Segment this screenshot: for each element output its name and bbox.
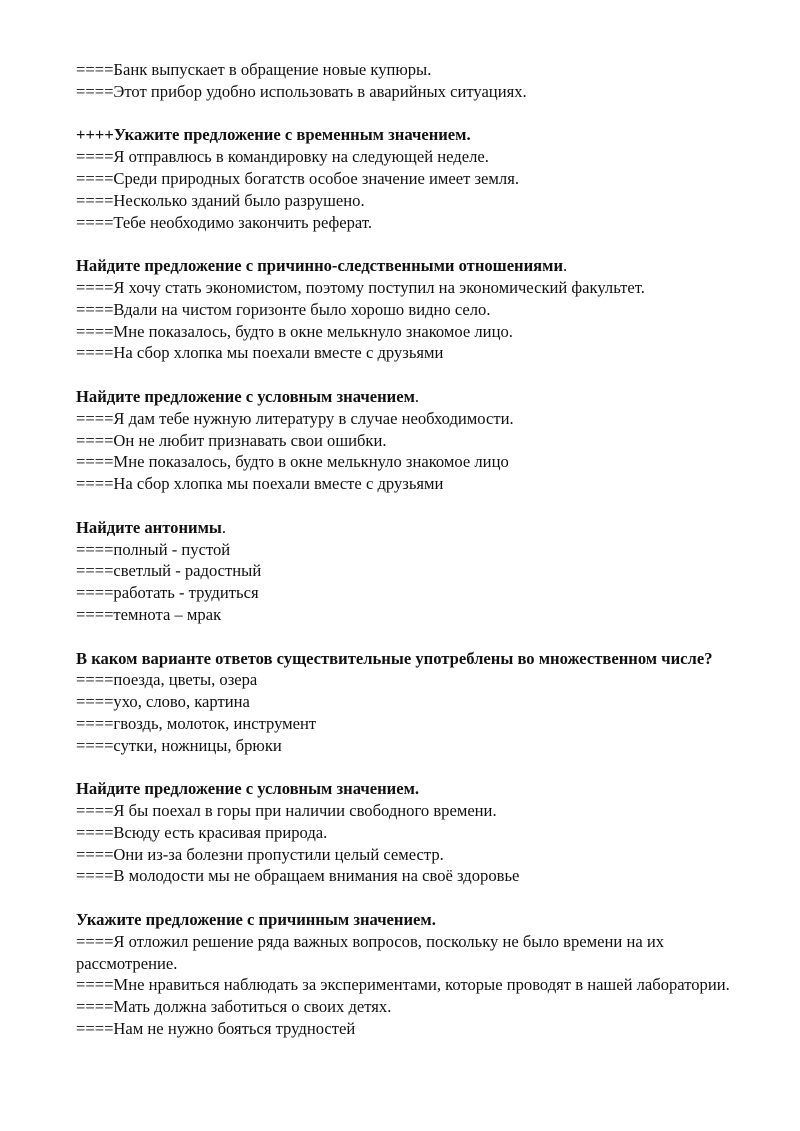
answer-option: ====Они из-за болезни пропустили целый семестр. bbox=[76, 844, 444, 864]
answer-option: ====Банк выпускает в обращение новые купюры. bbox=[76, 60, 432, 79]
question-heading bbox=[76, 909, 746, 931]
question-block-4 bbox=[76, 517, 746, 626]
answer-option: ====На сбор хлопка мы поехали вместе с друзьями bbox=[76, 474, 444, 494]
answer-option: ====Тебе необходимо закончить реферат. bbox=[76, 212, 373, 232]
answer-option: ====полный - пустой bbox=[76, 539, 231, 559]
question-text: Найдите предложение с условным значением bbox=[76, 386, 415, 406]
answer-option: ====поезда, цветы, озера bbox=[76, 670, 258, 690]
answer-option: ====Он не любит признавать свои ошибки. bbox=[76, 430, 387, 450]
question-heading bbox=[76, 255, 746, 277]
question-block-1 bbox=[76, 124, 746, 233]
question-tail: . bbox=[563, 256, 568, 276]
question-tail: . bbox=[414, 386, 420, 406]
question-block-0 bbox=[76, 59, 746, 103]
answer-option: ====Я отложил решение ряда важных вопросов, поскольку не было времени на их рассмотрение. bbox=[76, 931, 665, 973]
answer-option: ====ухо, слово, картина bbox=[76, 692, 250, 712]
answer-option: ====В молодости мы не обращаем внимания на своё здоровье bbox=[76, 866, 520, 886]
answer-option: ====Среди природных богатств особое значение имеет земля. bbox=[76, 168, 519, 188]
question-block-5 bbox=[76, 648, 746, 757]
question-heading bbox=[76, 517, 746, 539]
answer-option: ====Несколько зданий было разрушено. bbox=[76, 190, 365, 210]
question-block-2 bbox=[76, 255, 746, 364]
answer-option: ====работать - трудиться bbox=[76, 583, 259, 603]
question-text: Найдите антонимы bbox=[76, 517, 222, 537]
answer-option: ====Я отправлюсь в командировку на следующей неделе. bbox=[76, 147, 489, 167]
answer-option: ====Мне показалось, будто в окне мелькнуло знакомое лицо. bbox=[76, 321, 513, 341]
question-text: Найдите предложение с причинно-следственными отношениями bbox=[76, 256, 564, 276]
answer-option: ====светлый - радостный bbox=[76, 561, 262, 581]
answer-option: ====Я бы поехал в горы при наличии свободного времени. bbox=[76, 801, 497, 821]
answer-option: ====Вдали на чистом горизонте было хорошо видно село. bbox=[76, 299, 491, 319]
question-heading bbox=[76, 648, 746, 670]
question-text: Укажите предложение с причинным значением. bbox=[76, 910, 436, 930]
question-block-7 bbox=[76, 909, 746, 1040]
question-text: ++++Укажите предложение с временным значением. bbox=[76, 125, 471, 145]
answer-option: ====Всюду есть красивая природа. bbox=[76, 822, 328, 842]
question-text: Найдите предложение с условным значением. bbox=[76, 779, 420, 799]
answer-option: ====Я дам тебе нужную литературу в случае необходимости. bbox=[76, 408, 514, 428]
question-heading bbox=[76, 386, 746, 408]
question-heading bbox=[76, 778, 746, 800]
document-page bbox=[76, 59, 746, 1062]
answer-option: ====На сбор хлопка мы поехали вместе с друзьями bbox=[76, 343, 444, 363]
answer-option: ====гвоздь, молоток, инструмент bbox=[76, 713, 317, 733]
answer-option: ====Мне показалось, будто в окне мелькнуло знакомое лицо bbox=[76, 452, 509, 472]
answer-option: ====сутки, ножницы, брюки bbox=[76, 735, 282, 755]
answer-option: ====Я хочу стать экономистом, поэтому поступил на экономический факультет. bbox=[76, 277, 645, 297]
question-block-6 bbox=[76, 778, 746, 887]
answer-option: ====Этот прибор удобно использовать в аварийных ситуациях. bbox=[76, 81, 527, 101]
answer-option: ====Мать должна заботиться о своих детях. bbox=[76, 997, 392, 1017]
question-heading bbox=[76, 124, 746, 146]
answer-option: ====Нам не нужно бояться трудностей bbox=[76, 1019, 356, 1039]
question-tail: . bbox=[221, 517, 227, 537]
question-block-3 bbox=[76, 386, 746, 495]
question-text: В каком варианте ответов существительные употреблены во множественном числе? bbox=[76, 648, 713, 668]
answer-option: ====темнота – мрак bbox=[76, 604, 222, 624]
answer-option: ====Мне нравиться наблюдать за экспериментами, которые проводят в нашей лаборатории. bbox=[76, 975, 730, 995]
